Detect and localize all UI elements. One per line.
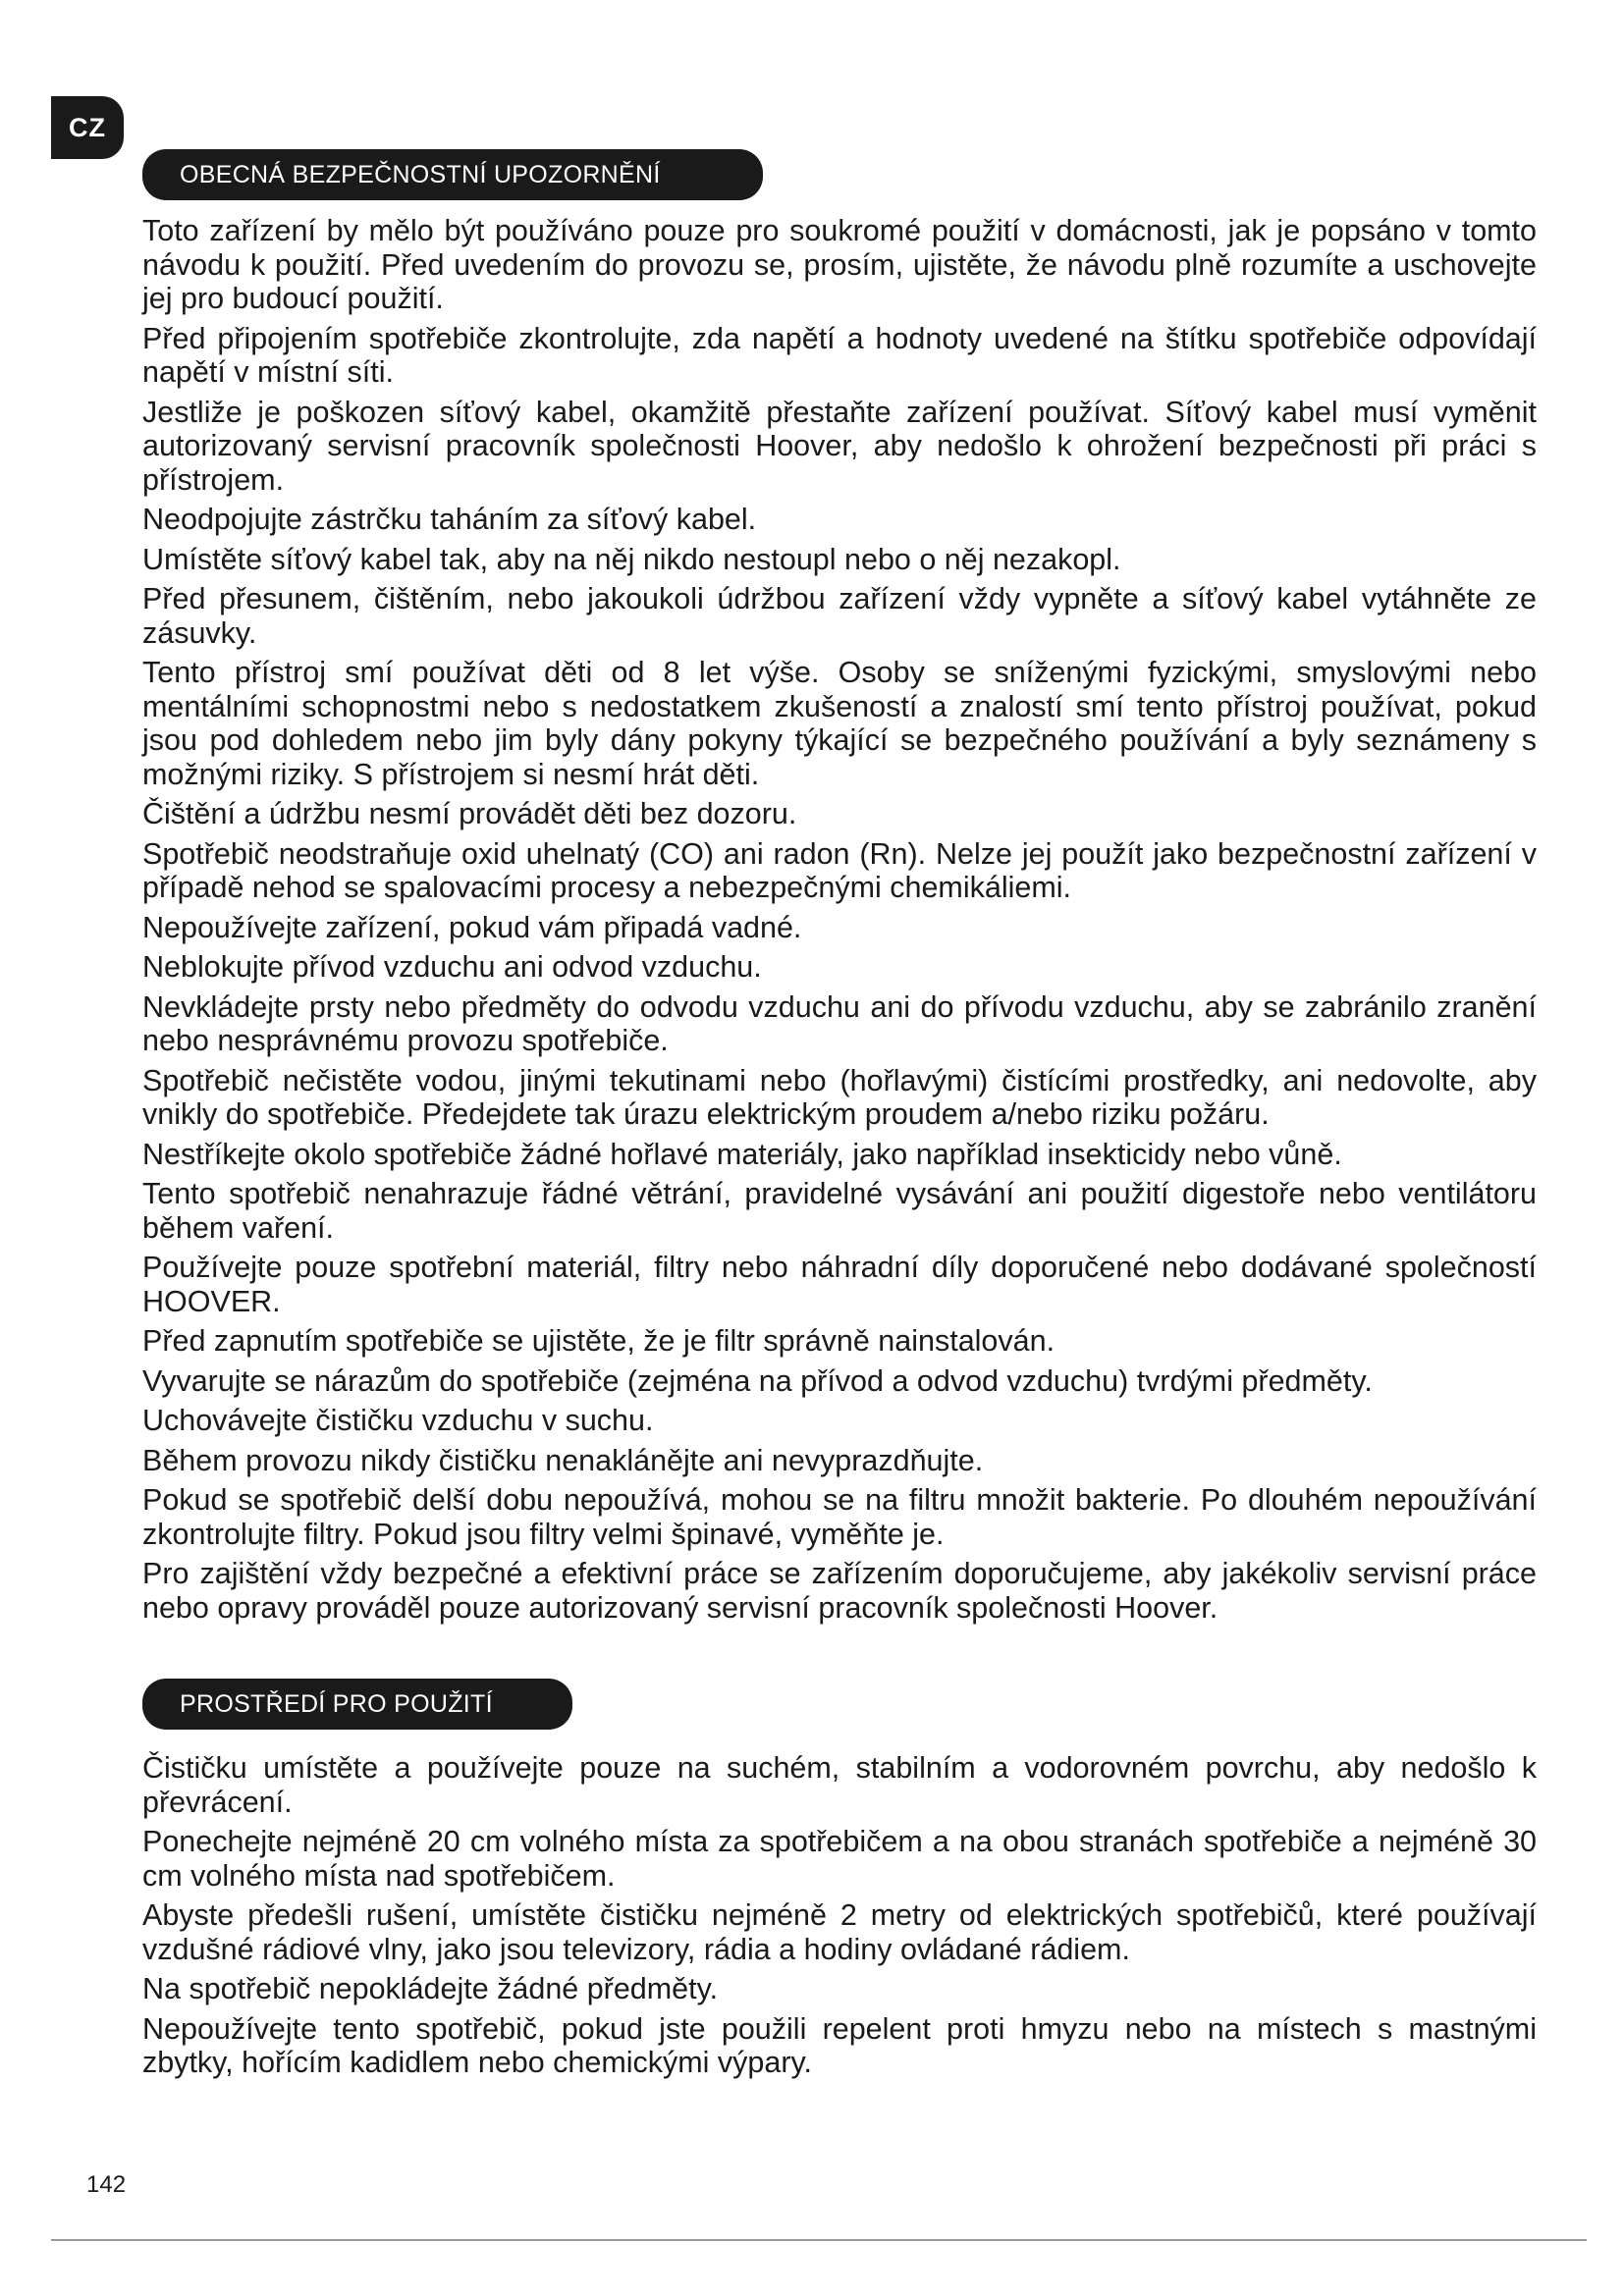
paragraph: Neodpojujte zástrčku taháním za síťový kabel. <box>142 503 757 536</box>
paragraph: Nevkládejte prsty nebo předměty do odvodu vzduchu ani do přívodu vzduchu, aby se zabránilo zranění nebo nesprávnému provozu spotřebiče. <box>142 989 1537 1057</box>
paragraph: Umístěte síťový kabel tak, aby na něj nikdo nestoupl nebo o něj nezakopl. <box>142 542 1121 576</box>
paragraph: Pokud se spotřebič delší dobu nepoužívá, mohou se na filtru množit bakterie. Po dlouhém nepoužívání zkontrolujte filtry. Pokud jsou filtry velmi špinavé, vyměňte je. <box>142 1483 1537 1551</box>
section-title-environment: PROSTŘEDÍ PRO POUŽITÍ <box>142 1679 572 1730</box>
language-tab: CZ <box>51 96 124 159</box>
paragraph: Před přesunem, čištěním, nebo jakoukoli údržbou zařízení vždy vypněte a síťový kabel vytáhněte ze zásuvky. <box>142 582 1537 650</box>
paragraph: Nepoužívejte zařízení, pokud vám připadá vadné. <box>142 910 802 944</box>
paragraph: Neblokujte přívod vzduchu ani odvod vzduchu. <box>142 950 762 984</box>
paragraph: Abyste předešli rušení, umístěte čističku nejméně 2 metry od elektrických spotřebičů, které používají vzdušné rádiové vlny, jako jsou televizory, rádia a hodiny ovládané rádiem. <box>142 1898 1537 1966</box>
paragraph: Uchovávejte čističku vzduchu v suchu. <box>142 1404 654 1437</box>
paragraph: Nepoužívejte tento spotřebič, pokud jste použili repelent proti hmyzu nebo na místech s mastnými zbytky, hořícím kadidlem nebo chemickými výpary. <box>142 2011 1537 2079</box>
footer-divider <box>51 2239 1587 2241</box>
paragraph: Před připojením spotřebiče zkontrolujte, zda napětí a hodnoty uvedené na štítku spotřebiče odpovídají napětí v místní síti. <box>142 321 1537 389</box>
paragraph: Spotřebič neodstraňuje oxid uhelnatý (CO) ani radon (Rn). Nelze jej použít jako bezpečnostní zařízení v případě nehod se spalovacími procesy a nebezpečnými chemikáliemi. <box>142 836 1537 904</box>
page-number: 142 <box>86 2171 127 2198</box>
paragraph: Nestříkejte okolo spotřebiče žádné hořlavé materiály, jako například insekticidy nebo vůně. <box>142 1137 1342 1171</box>
paragraph: Před zapnutím spotřebiče se ujistěte, že je filtr správně nainstalován. <box>142 1324 1056 1358</box>
section-body-general-safety <box>142 214 1537 1630</box>
paragraph: Vyvarujte se nárazům do spotřebiče (zejména na přívod a odvod vzduchu) tvrdými předměty. <box>142 1363 1373 1398</box>
paragraph: Na spotřebič nepokládejte žádné předměty. <box>142 1972 719 2005</box>
paragraph: Používejte pouze spotřební materiál, filtry nebo náhradní díly doporučené nebo dodávané společností HOOVER. <box>142 1251 1537 1318</box>
paragraph: Toto zařízení by mělo být používáno pouze pro soukromé použití v domácnosti, jak je popsáno v tomto návodu k použití. Před uvedením do provozu se, prosím, ujistěte, že návodu plně rozumíte a uschovejte jej pro budoucí použití. <box>142 214 1537 315</box>
paragraph: Ponechejte nejméně 20 cm volného místa za spotřebičem a na obou stranách spotřebiče a nejméně 30 cm volného místa nad spotřebičem. <box>142 1825 1537 1893</box>
paragraph: Pro zajištění vždy bezpečné a efektivní práce se zařízením doporučujeme, aby jakékoliv servisní práce nebo opravy prováděl pouze autorizovaný servisní pracovník společnosti Hoover. <box>142 1557 1537 1625</box>
section-title-general-safety: OBECNÁ BEZPEČNOSTNÍ UPOZORNĚNÍ <box>142 149 763 200</box>
paragraph: Tento přístroj smí používat děti od 8 let výše. Osoby se sníženými fyzickými, smyslovými nebo mentálními schopnostmi nebo s nedostatkem zkušeností a znalostí smí tento přístroj používat, pokud jsou pod dohledem nebo jim byly dány pokyny týkající se bezpečného používání a byly seznámeny s možnými riziky. S přístrojem si nesmí hrát děti. <box>142 656 1537 791</box>
paragraph: Během provozu nikdy čističku nenaklánějte ani nevyprazdňujte. <box>142 1443 984 1477</box>
section-body-environment <box>142 1751 1537 2086</box>
paragraph: Jestliže je poškozen síťový kabel, okamžitě přestaňte zařízení používat. Síťový kabel musí vyměnit autorizovaný servisní pracovník společnosti Hoover, aby nedošlo k ohrožení bezpečnosti při práci s přístrojem. <box>142 395 1537 497</box>
paragraph: Tento spotřebič nenahrazuje řádné větrání, pravidelné vysávání ani použití digestoře nebo ventilátoru během vaření. <box>142 1177 1537 1245</box>
paragraph: Spotřebič nečistěte vodou, jinými tekutinami nebo (hořlavými) čistícími prostředky, ani nedovolte, aby vnikly do spotřebiče. Předejdete tak úrazu elektrickým proudem a/nebo riziku požáru. <box>142 1063 1537 1131</box>
paragraph: Čističku umístěte a používejte pouze na suchém, stabilním a vodorovném povrchu, aby nedošlo k převrácení. <box>142 1751 1537 1819</box>
paragraph: Čištění a údržbu nesmí provádět děti bez dozoru. <box>142 797 797 830</box>
